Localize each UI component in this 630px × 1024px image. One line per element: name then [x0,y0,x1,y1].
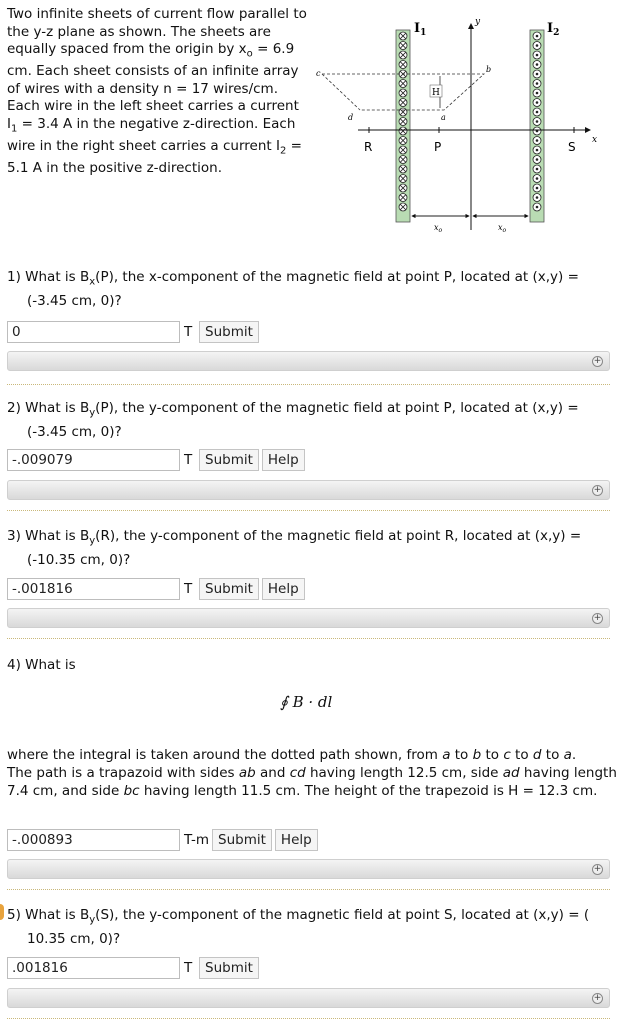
label-x0-left: $x_o$ [434,223,443,234]
q1-answer-input[interactable] [7,321,180,343]
question-4-description [7,746,622,800]
trapezoid-side-cd [322,74,360,110]
q4-unit: T-m [184,832,210,848]
q2-text-a: 2) What is B [7,400,90,416]
q3-sub: y [89,535,96,547]
wire-dot-mark [536,187,539,190]
q3-answer-row [7,578,305,600]
wire-dot-mark [536,92,539,95]
q4-b: b [472,747,482,763]
current-sheets-diagram [308,8,618,240]
q1-submit-button[interactable]: Submit [199,321,259,343]
q4-text-c4: having length 11.5 cm. The height of the trapezoid is H = 12.3 cm. [139,783,598,799]
wire-dot-mark [536,120,539,123]
q3-unit: T [184,581,193,597]
q4-d: d [532,747,542,763]
separator [7,889,610,890]
q3-text-b: (R), the y-component of the magnetic field at point R, located at (x,y) = [95,528,582,544]
label-x0-right: $x_o$ [498,223,507,234]
q3-answer-input[interactable] [7,578,180,600]
wire-dot-mark [536,139,539,142]
q2-text-b: (P), the y-component of the magnetic field at point P, located at (x,y) = [95,400,579,416]
intro-i1-sub: 1 [10,123,18,135]
q4-and: and [255,765,290,781]
q4-answer-row [7,829,318,851]
q2-answer-input[interactable] [7,449,180,471]
label-R: R [364,140,373,154]
q4-bc: bc [123,783,140,799]
expand-plus-icon[interactable]: + [593,356,602,366]
label-a: a [441,113,446,122]
question-4 [7,656,622,674]
intro-i2-sub: 2 [279,145,287,157]
q1-text-b: (P), the x-component of the magnetic field at point P, located at (x,y) = [95,269,579,285]
label-H: H [432,88,440,98]
q3-hint-bar[interactable] [7,608,610,628]
q4-help-button[interactable]: Help [275,829,318,851]
separator [7,1018,610,1019]
q2-text-c: (-3.45 cm, 0)? [27,423,122,440]
q4-text-b1: where the integral is taken around the dotted path shown, from [7,747,443,763]
q4-ab: ab [238,765,256,781]
q5-answer-input[interactable] [7,957,180,979]
expand-plus-icon[interactable]: + [593,864,602,874]
intro-text-3: = 3.4 A in the negative z-direction. Each wire in the right sheet carries a current I [7,115,296,154]
wire-dot-mark [536,35,539,38]
wire-dot-mark [536,158,539,161]
q4-text-c1: The path is a trapazoid with sides [7,765,239,781]
wire-dot-mark [536,73,539,76]
wire-dot-mark [536,206,539,209]
separator [7,638,610,639]
q2-sub: y [89,407,96,419]
wire-dot-mark [536,54,539,57]
q5-text-b: (S), the y-component of the magnetic field at point S, located at (x,y) = ( [95,907,590,923]
label-S: S [568,140,576,154]
expand-plus-icon[interactable]: + [593,993,602,1003]
wire-dot-mark [536,63,539,66]
q3-submit-button[interactable]: Submit [199,578,259,600]
q5-text-a: 5) What is B [7,907,90,923]
intro-text-1: Two infinite sheets of current flow parallel to the y-z plane as shown. The sheets are equally spaced from the origin by x [7,6,307,57]
q2-submit-button[interactable]: Submit [199,449,259,471]
q1-text-c: (-3.45 cm, 0)? [27,292,122,309]
q4-hint-bar[interactable] [7,859,610,879]
question-2 [7,399,622,441]
y-axis-label: y [475,17,481,27]
q4-a2: a [563,747,572,763]
intro-text-2: = 6.9 cm. Each sheet consists of an infinite array of wires with a density n = 17 wires/cm. Each wire in the left sheet carries a current I [7,41,299,132]
q3-text-c: (-10.35 cm, 0)? [27,551,131,568]
q2-help-button[interactable]: Help [262,449,305,471]
q4-text-c2: having length 12.5 cm, side [305,765,503,781]
q4-ad: ad [502,765,520,781]
q4-cd: cd [289,765,306,781]
wire-dot-mark [536,149,539,152]
line-integral-expression: ∮ B · dl [280,693,333,711]
q1-text-a: 1) What is B [7,269,90,285]
current-question-marker [0,904,4,920]
q1-answer-row [7,321,259,343]
q5-submit-button[interactable]: Submit [199,957,259,979]
question-1 [7,268,622,310]
q5-text-c: 10.35 cm, 0)? [27,930,121,947]
q4-a: a [442,747,451,763]
separator [7,510,610,511]
q3-text-a: 3) What is B [7,528,90,544]
q5-hint-bar[interactable] [7,988,610,1008]
q4-to3: to [510,747,533,763]
question-3 [7,527,622,569]
q4-text-b2: . [571,747,577,763]
label-b: b [486,65,492,74]
expand-plus-icon[interactable]: + [593,613,602,623]
label-I1: $I_1$ [414,21,427,38]
label-P: P [434,140,442,154]
wire-dot-mark [536,44,539,47]
separator [7,384,610,385]
wire-dot-mark [536,82,539,85]
intro-x0-sub: o [246,48,253,60]
q4-to2: to [481,747,504,763]
problem-statement [7,6,307,178]
q2-unit: T [184,452,193,468]
question-5 [7,906,622,948]
q4-text-c3: having length 7.4 cm, and side [7,765,617,799]
q1-hint-bar[interactable] [7,351,610,371]
q4-submit-button[interactable]: Submit [212,829,272,851]
label-d: d [348,113,354,122]
q4-to1: to [450,747,473,763]
q3-help-button[interactable]: Help [262,578,305,600]
q4-text-a: 4) What is [7,657,76,673]
intro-text-4: = 5.1 A in the positive z-direction. [7,137,302,177]
expand-plus-icon[interactable]: + [593,485,602,495]
q1-unit: T [184,324,193,340]
wire-dot-mark [536,101,539,104]
label-c: c [316,69,321,78]
x-axis-label: x [592,135,598,145]
wire-dot-mark [536,168,539,171]
q2-answer-row [7,449,305,471]
q1-sub: x [89,276,96,288]
q5-sub: y [89,914,96,926]
wire-dot-mark [536,111,539,114]
label-I2: $I_2$ [547,21,560,38]
q5-unit: T [184,960,193,976]
wire-dot-mark [536,196,539,199]
q4-answer-input[interactable] [7,829,180,851]
q4-to4: to [541,747,564,763]
wire-dot-mark [536,177,539,180]
q5-answer-row [7,957,259,979]
q4-c: c [503,747,511,763]
q2-hint-bar[interactable] [7,480,610,500]
